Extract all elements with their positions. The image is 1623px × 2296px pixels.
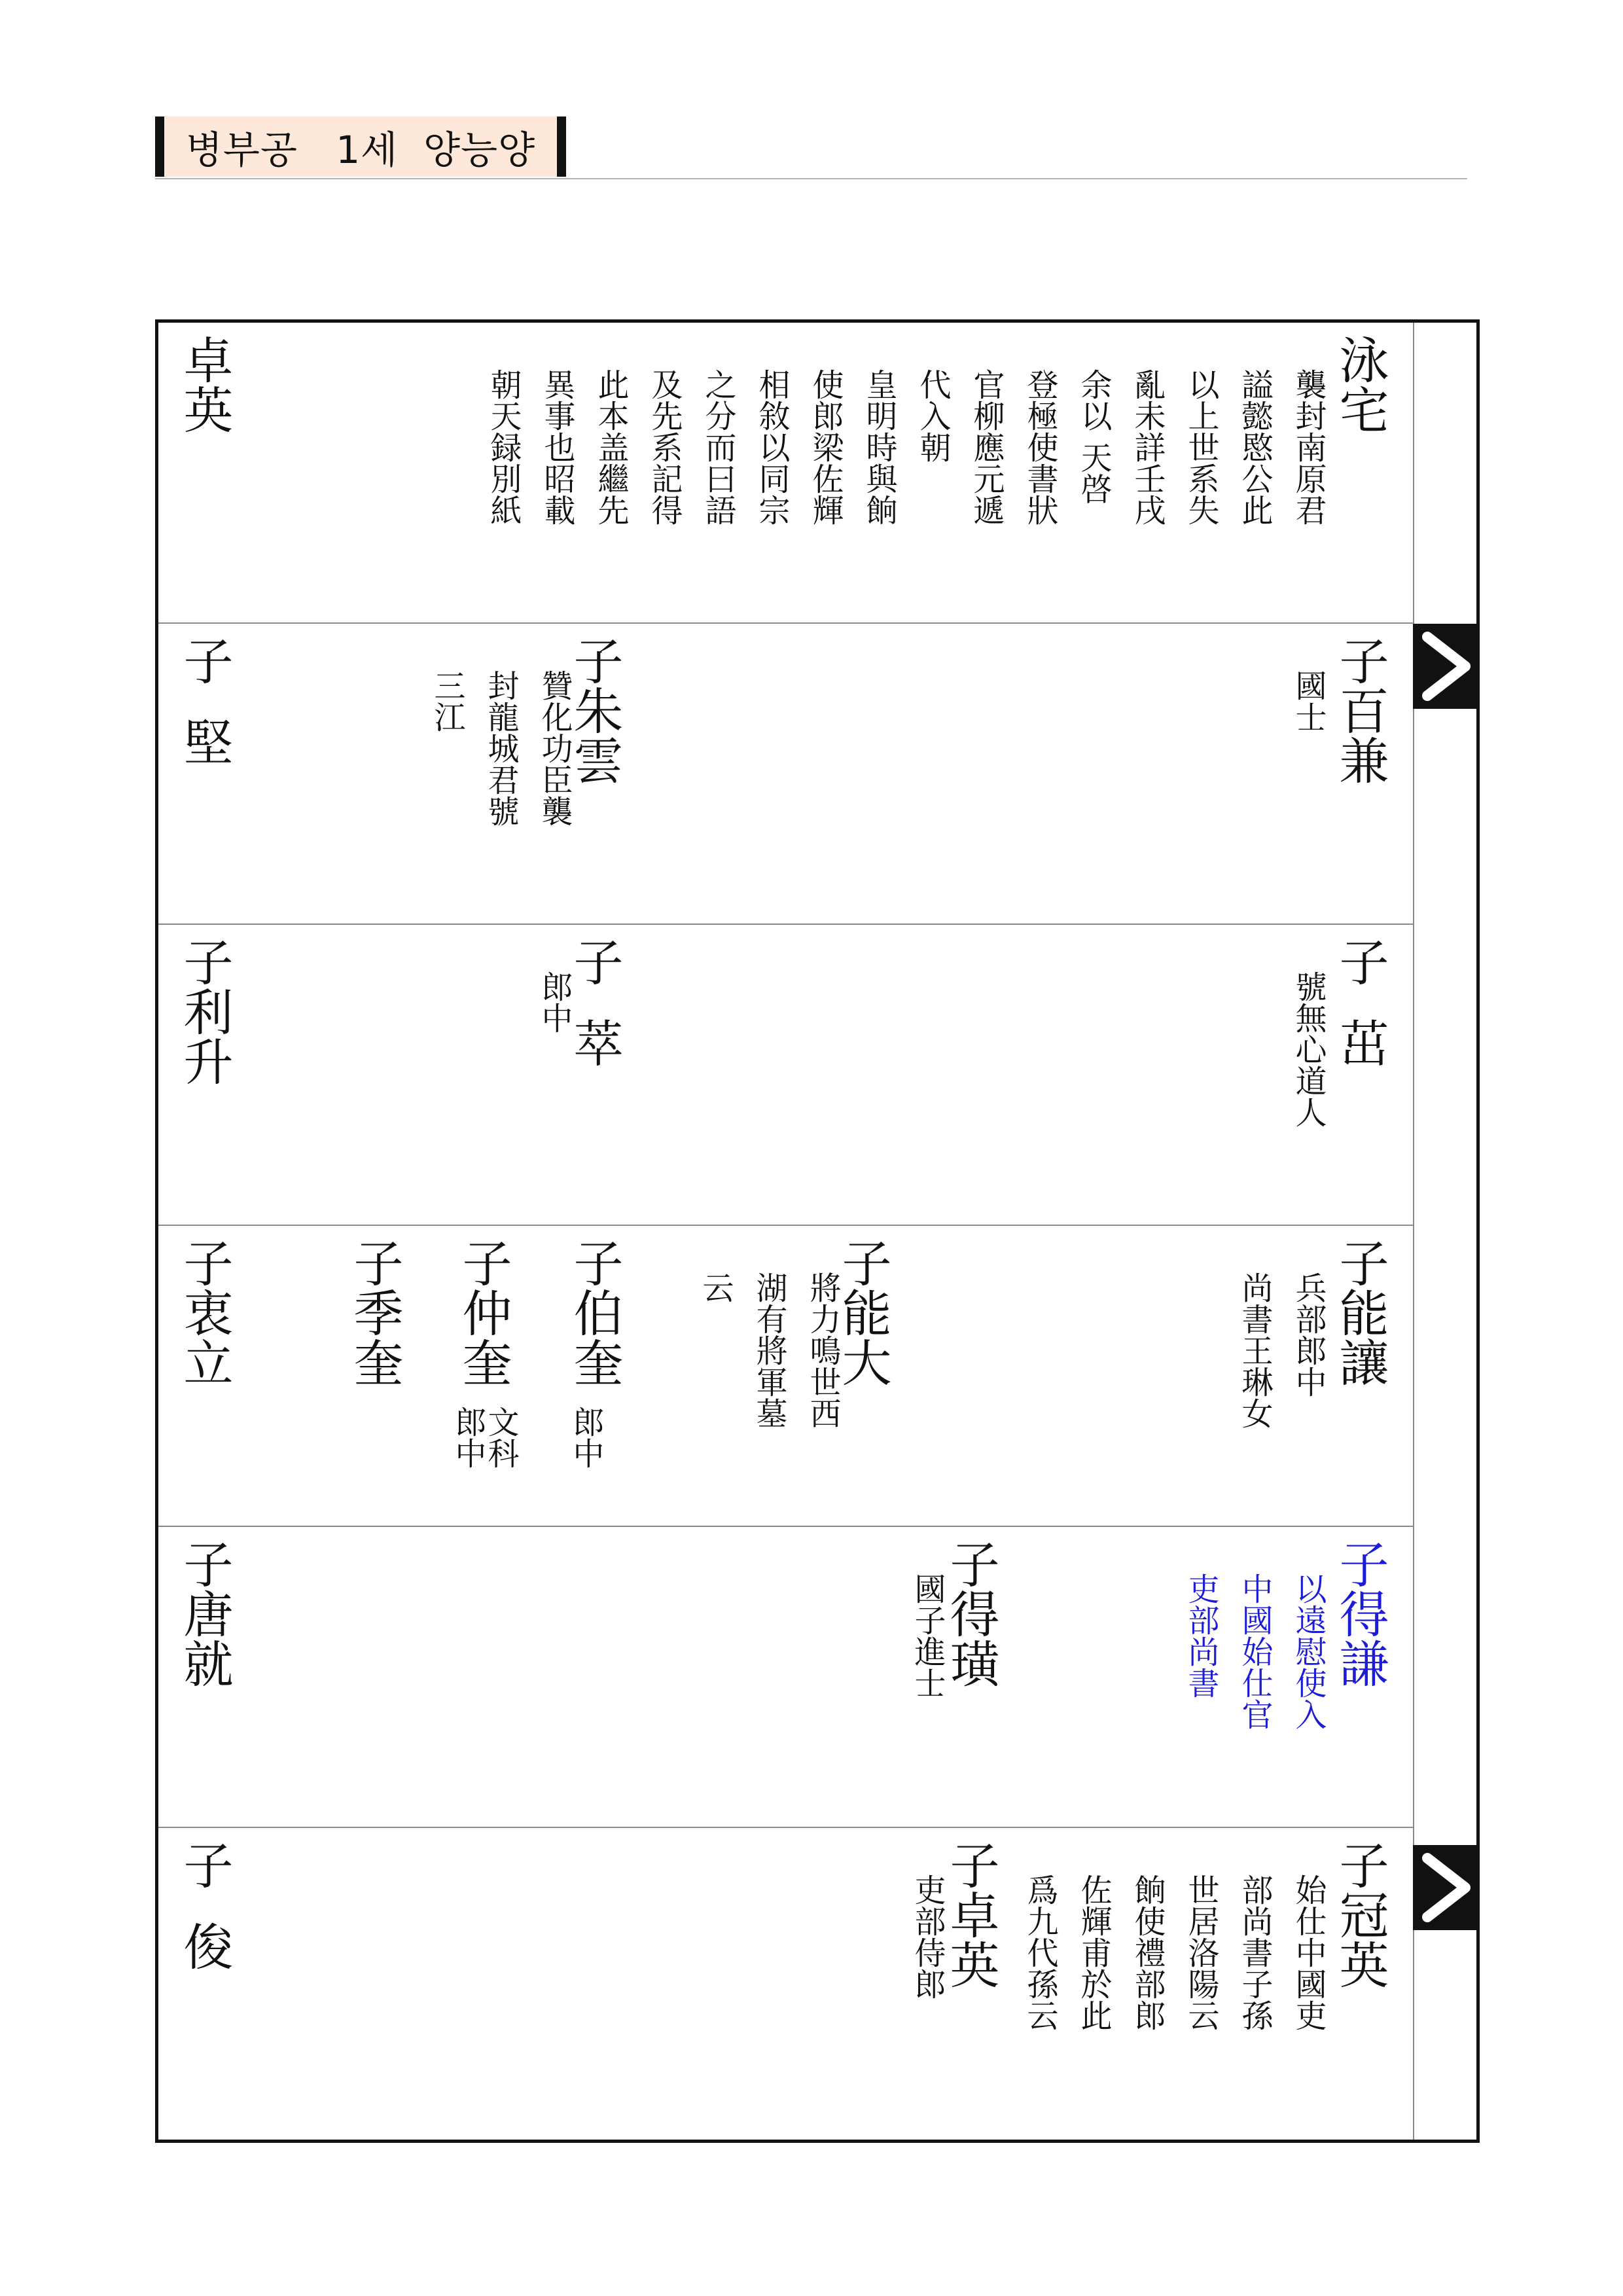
note-column: 異事也昭載 — [539, 368, 575, 526]
note-column: 贊化功臣襲 — [536, 670, 573, 827]
note-column: 將力鳴世西 — [804, 1272, 841, 1429]
generation-name: 子得謙 — [1331, 1539, 1389, 1688]
note-column: 官柳應元遞 — [968, 368, 1005, 526]
generation-name: 子冠英 — [1331, 1840, 1389, 1989]
header-rule — [155, 178, 1467, 179]
note-column: 相敘以同宗 — [753, 368, 790, 526]
note-column: 余以 天啓 — [1075, 368, 1112, 505]
note-column: 及先系記得 — [646, 368, 683, 526]
note-column: 朝天録別紙 — [485, 368, 522, 526]
generation-name: 子季奎 — [346, 1238, 404, 1387]
note-column: 國士 — [1290, 670, 1327, 732]
generation-name: 子仲奎 — [454, 1238, 512, 1387]
page-header — [155, 117, 566, 177]
chevron-right-icon[interactable] — [1413, 1845, 1480, 1930]
generation-name: 子 堅 — [175, 636, 234, 767]
note-column: 此本盖繼先 — [592, 368, 629, 526]
note-column: 餉使禮部郎 — [1129, 1874, 1166, 2031]
note-column: 封龍城君號 — [482, 670, 519, 827]
note-column: 代入朝 — [914, 368, 951, 463]
generation-name: 子百兼 — [1331, 636, 1389, 785]
note-column: 郎中 — [450, 1406, 486, 1469]
note-column: 吏部侍郎 — [909, 1874, 946, 2000]
generation-name: 子 萃 — [565, 937, 624, 1068]
chevron-right-icon[interactable] — [1413, 624, 1480, 709]
note-column: 中國始仕官 — [1236, 1573, 1273, 1730]
generation-name: 子卓英 — [942, 1840, 1000, 1989]
row-divider — [158, 1526, 1413, 1527]
generation-name: 子能大 — [834, 1238, 892, 1387]
note-column: 之分而曰語 — [700, 368, 736, 526]
row-divider — [158, 1225, 1413, 1226]
generation-name: 泳宅 — [1331, 334, 1389, 434]
note-column: 云 — [697, 1272, 734, 1303]
generation-name: 子利升 — [175, 937, 234, 1086]
note-column: 郎中 — [567, 1406, 604, 1469]
note-column: 皇明時與餉 — [861, 368, 897, 526]
note-column: 文科 — [482, 1406, 519, 1469]
page-title: 병부공 1세 양능양 — [185, 128, 536, 172]
note-column: 始仕中國吏 — [1290, 1874, 1327, 2031]
row-divider — [158, 622, 1413, 624]
row-divider — [158, 1827, 1413, 1828]
note-column: 爲九代孫云 — [1022, 1874, 1058, 2031]
note-column: 吏部尚書 — [1183, 1573, 1219, 1698]
generation-name: 子得璜 — [942, 1539, 1000, 1688]
note-column: 登極使書狀 — [1022, 368, 1058, 526]
note-column: 佐輝甫於此 — [1075, 1874, 1112, 2031]
note-column: 世居洛陽云 — [1183, 1874, 1219, 2031]
note-column: 以上世系失 — [1183, 368, 1219, 526]
generation-name: 子能讓 — [1331, 1238, 1389, 1387]
note-column: 部尚書子孫 — [1236, 1874, 1273, 2031]
note-column: 襲封南原君 — [1290, 368, 1327, 526]
note-column: 亂未詳壬戌 — [1129, 368, 1166, 526]
note-column: 謚懿愍公此 — [1236, 368, 1273, 526]
note-column: 號無心道人 — [1290, 971, 1327, 1128]
generation-name: 子朱雲 — [565, 636, 624, 785]
generation-name: 卓英 — [175, 334, 234, 434]
generation-name: 子 俊 — [175, 1840, 234, 1971]
note-column: 三江 — [429, 670, 465, 732]
note-column: 使郎梁佐輝 — [807, 368, 844, 526]
note-column: 郎中 — [536, 971, 573, 1033]
generation-name: 子 茁 — [1331, 937, 1389, 1068]
note-column: 兵部郎中 — [1290, 1272, 1327, 1397]
generation-name: 子唐就 — [175, 1539, 234, 1688]
note-column: 以遠慰使入 — [1290, 1573, 1327, 1730]
note-column: 湖有將軍墓 — [751, 1272, 787, 1429]
note-column: 尚書王琳女 — [1236, 1272, 1273, 1429]
generation-name: 子伯奎 — [565, 1238, 624, 1387]
note-column: 國子進士 — [909, 1573, 946, 1698]
generation-name: 子衷立 — [175, 1238, 234, 1387]
row-divider — [158, 924, 1413, 925]
genealogy-table — [155, 319, 1480, 2143]
